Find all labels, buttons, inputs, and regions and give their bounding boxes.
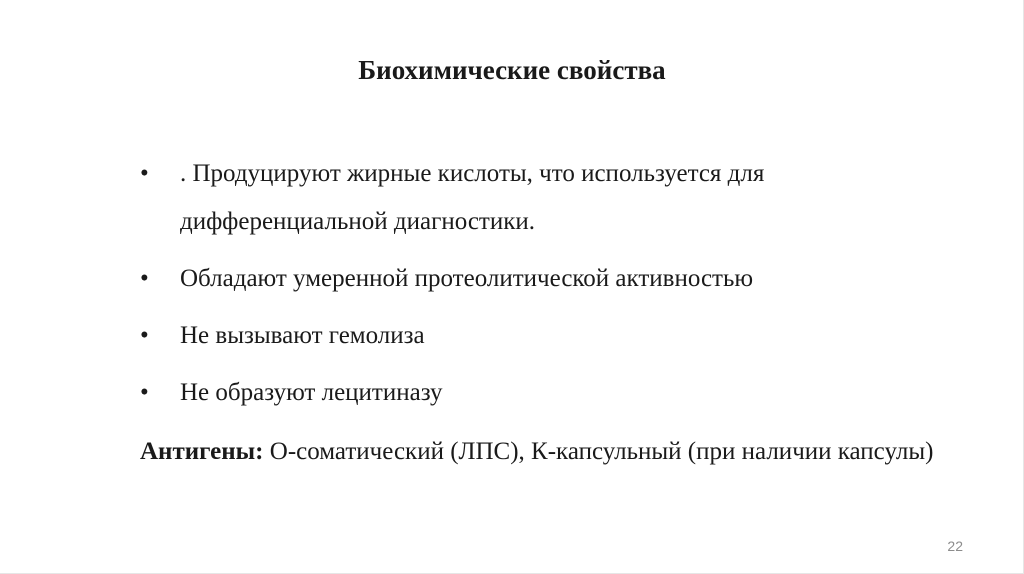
bullet-icon: • bbox=[140, 160, 149, 187]
bullet-icon: • bbox=[140, 379, 149, 406]
bullet-icon: • bbox=[140, 265, 149, 292]
list-item bbox=[140, 150, 970, 246]
slide-title: Биохимические свойства bbox=[358, 55, 666, 85]
page-number: 22 bbox=[947, 538, 963, 554]
bullet-text: . Продуцируют жирные кислоты, что используется для дифференциальной диагностики. bbox=[180, 160, 765, 235]
bullet-text: Не вызывают гемолиза bbox=[180, 322, 425, 349]
bullet-list bbox=[140, 150, 970, 426]
bullet-icon: • bbox=[140, 322, 149, 349]
list-item bbox=[140, 312, 970, 360]
list-item bbox=[140, 255, 970, 303]
bullet-text: Обладают умеренной протеолитической активностью bbox=[180, 265, 754, 292]
antigens-paragraph bbox=[140, 428, 964, 476]
antigens-text: О-соматический (ЛПС), К-капсульный (при наличии капсулы) bbox=[263, 438, 934, 465]
antigens-label: Антигены: bbox=[140, 438, 264, 465]
list-item bbox=[140, 369, 970, 417]
bullet-text: Не образуют лецитиназу bbox=[180, 379, 443, 406]
